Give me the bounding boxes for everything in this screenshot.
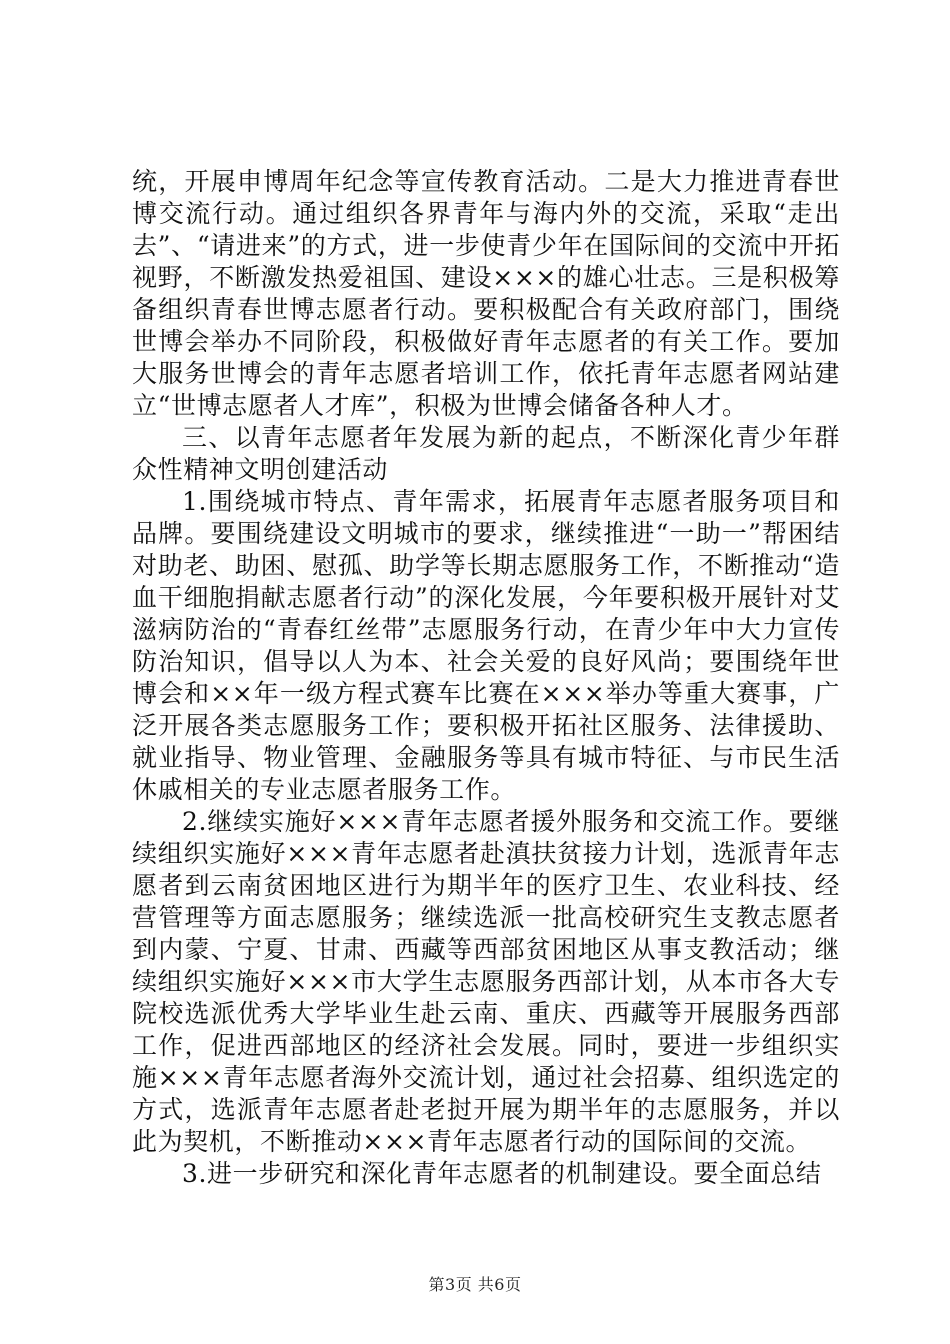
paragraph-item-1: 1.围绕城市特点、青年需求，拓展青年志愿者服务项目和品牌。要围绕建设文明城市的要求，继续推进“一助一”帮困结对助老、助困、慰孤、助学等长期志愿服务工作，不断推动“造血干细胞捐献志愿者行动”的深化发展，今年要积极开展针对艾滋病防治的“青春红丝带”志愿服务行动，在青少年中大力宣传防治知识，倡导以人为本、社会关爱的良好风尚；要围绕年世博会和××年一级方程式赛车比赛在×××举办等重大赛事，广泛开展各类志愿服务工作；要积极开拓社区服务、法律援助、就业指导、物业管理、金融服务等具有城市特征、与市民生活休戚相关的专业志愿者服务工作。	[132, 487, 840, 804]
paragraph-item-3: 3.进一步研究和深化青年志愿者的机制建设。要全面总结	[182, 1159, 822, 1188]
paragraph-item-2: 2.继续实施好×××青年志愿者援外服务和交流工作。要继续组织实施好×××青年志愿者赴滇扶贫接力计划，选派青年志愿者到云南贫困地区进行为期半年的医疗卫生、农业科技、经营管理等方面志愿服务；继续选派一批高校研究生支教志愿者到内蒙、宁夏、甘肃、西藏等西部贫困地区从事支教活动；继续组织实施好×××市大学生志愿服务西部计划，从本市各大专院校选派优秀大学毕业生赴云南、重庆、西藏等开展服务西部工作，促进西部地区的经济社会发展。同时，要进一步组织实施×××青年志愿者海外交流计划，通过社会招募、组织选定的方式，选派青年志愿者赴老挝开展为期半年的志愿服务，并以此为契机，不断推动×××青年志愿者行动的国际间的交流。	[132, 807, 840, 1156]
section-heading-three: 三、以青年志愿者年发展为新的起点，不断深化青少年群众性精神文明创建活动	[132, 423, 840, 484]
paragraph-continuation: 统，开展申博周年纪念等宣传教育活动。二是大力推进青春世博交流行动。通过组织各界青年与海内外的交流，采取“走出去”、“请进来”的方式，进一步使青少年在国际间的交流中开拓视野，不断激发热爱祖国、建设×××的雄心壮志。三是积极筹备组织青春世博志愿者行动。要积极配合有关政府部门，围绕世博会举办不同阶段，积极做好青年志愿者的有关工作。要加大服务世博会的青年志愿者培训工作，依托青年志愿者网站建立“世博志愿者人才库”，积极为世博会储备各种人才。	[132, 167, 840, 420]
document-body	[132, 166, 840, 1190]
page-number-footer: 第3页 共6页	[428, 1275, 522, 1294]
